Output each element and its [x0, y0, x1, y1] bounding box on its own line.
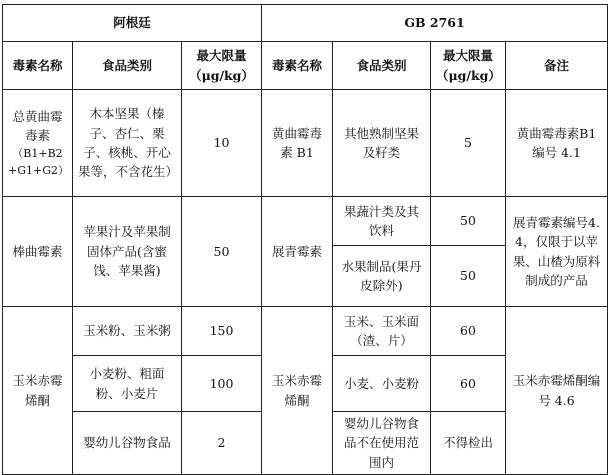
table-row: [3, 90, 608, 197]
gb-food-nuts-seeds: 其他熟制坚果及籽类: [333, 90, 431, 197]
gb-remark-aflatoxin: 黄曲霉毒素B1编号 4.1: [506, 90, 608, 197]
gb-toxin-aflatoxin-b1: 黄曲霉毒素 B1: [262, 90, 333, 197]
ar-limit-apple-products: 50: [182, 197, 262, 307]
gb-limit-juice: 50: [431, 197, 506, 246]
gb-toxin-zearalenone: 玉米赤霉烯酮: [262, 307, 333, 475]
col-toxin-name-ar: 毒素名称: [3, 42, 73, 90]
gb-limit-infant-cereal: 不得检出: [431, 412, 506, 475]
ar-toxin-patulin: 棒曲霉素: [3, 197, 73, 307]
ar-toxin-zearalenone: 玉米赤霉烯酮: [3, 307, 73, 475]
gb-remark-zearalenone: 玉米赤霉烯酮编号 4.6: [506, 307, 608, 475]
table-row: [3, 197, 608, 246]
col-max-limit-gb: 最大限量（μg/kg）: [431, 42, 506, 90]
ar-limit-infant-cereal: 2: [182, 412, 262, 475]
gb-food-infant-cereal: 婴幼儿谷物食品不在使用范围内: [333, 412, 431, 475]
ar-food-infant-cereal: 婴幼儿谷物食品: [73, 412, 182, 475]
gb-limit-nuts-seeds: 5: [431, 90, 506, 197]
col-food-category-gb: 食品类别: [333, 42, 431, 90]
ar-limit-corn: 150: [182, 307, 262, 356]
table-row: [3, 307, 608, 356]
header-row-columns: [3, 42, 608, 90]
gb-food-fruit-products: 水果制品(果丹皮除外): [333, 246, 431, 307]
col-max-limit-ar: 最大限量（μg/kg）: [182, 42, 262, 90]
ar-toxin-aflatoxin: [3, 90, 73, 197]
ar-food-tree-nuts: 木本坚果（榛子、杏仁、栗子、核桃、开心果等，不含花生）: [73, 90, 182, 197]
gb-food-juice: 果蔬汁类及其饮料: [333, 197, 431, 246]
col-remark-gb: 备注: [506, 42, 608, 90]
ar-food-corn: 玉米粉、玉米粥: [73, 307, 182, 356]
gb-limit-corn: 60: [431, 307, 506, 356]
gb-food-wheat: 小麦、小麦粉: [333, 356, 431, 412]
ar-toxin-aflatoxin-label: 总黄曲霉毒素: [12, 108, 63, 143]
header-row-country: [3, 5, 608, 42]
gb-toxin-patulin: 展青霉素: [262, 197, 333, 307]
col-food-category-ar: 食品类别: [73, 42, 182, 90]
gb-remark-patulin: 展青霉素编号4.4，仅限于以苹果、山楂为原料制成的产品: [506, 197, 608, 307]
ar-toxin-aflatoxin-note: （B1+B2+G1+G2）: [8, 147, 70, 178]
ar-food-apple-products: 苹果汁及苹果制固体产品(含蜜饯、苹果酱): [73, 197, 182, 307]
gb-food-corn: 玉米、玉米面（渣、片）: [333, 307, 431, 356]
gb-limit-fruit-products: 50: [431, 246, 506, 307]
ar-limit-wheat: 100: [182, 356, 262, 412]
comparison-table: [2, 4, 608, 475]
gb-limit-wheat: 60: [431, 356, 506, 412]
ar-food-wheat: 小麦粉、粗面粉、小麦片: [73, 356, 182, 412]
argentina-header: 阿根廷: [3, 5, 262, 42]
col-toxin-name-gb: 毒素名称: [262, 42, 333, 90]
gb-header: GB 2761: [262, 5, 608, 42]
ar-limit-tree-nuts: 10: [182, 90, 262, 197]
